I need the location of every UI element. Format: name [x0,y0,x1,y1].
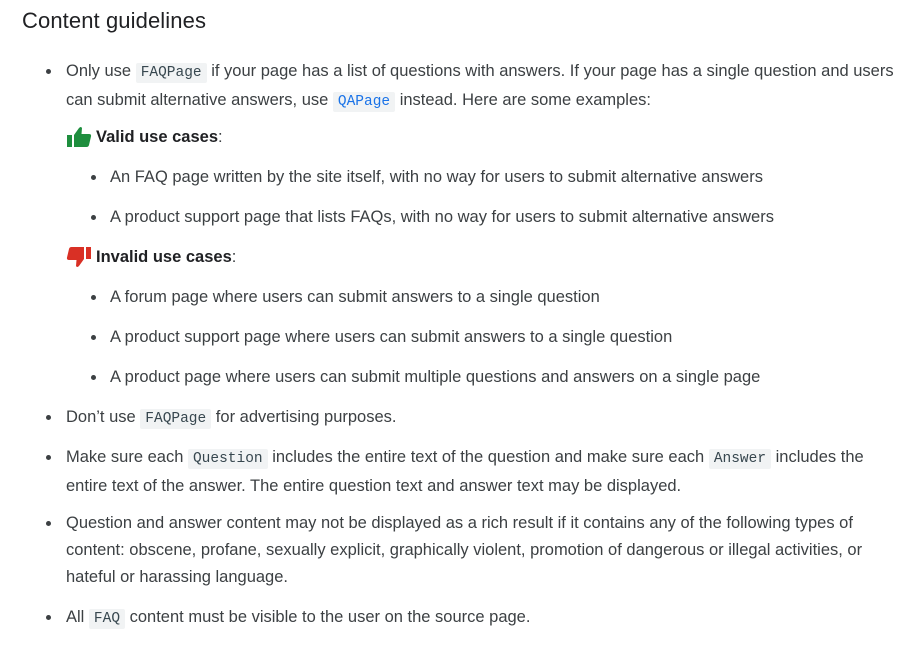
guideline-item-faqpage-usage [66,58,896,116]
guideline-item-entire-text [66,444,896,500]
thumbs-down-icon [66,246,92,268]
code-answer: Answer [709,449,771,469]
text: Only use [66,62,136,80]
code-faq: FAQ [89,609,125,629]
qapage-link[interactable]: QAPage [333,92,395,112]
invalid-use-case-item: A forum page where users can submit answers to a single question [110,284,890,311]
colon: : [231,248,237,266]
invalid-use-cases-heading [66,245,236,269]
colon: : [218,128,223,146]
code-question: Question [188,449,268,469]
code-faqpage: FAQPage [140,409,211,429]
section-title: Content guidelines [22,8,207,33]
valid-use-cases-label: Valid use cases [96,128,219,146]
invalid-use-case-item: A product page where users can submit multiple questions and answers on a single page [110,364,890,391]
invalid-use-case-item: A product support page where users can submit answers to a single question [110,324,890,351]
text: includes the entire text of the question and make sure each [267,448,709,466]
invalid-use-cases-label: Invalid use cases [96,248,232,266]
text: Make sure each [66,448,188,466]
guideline-item-visible-content [66,604,896,633]
thumbs-up-icon [66,126,92,148]
text: for advertising purposes. [211,408,397,426]
text: All [66,608,89,626]
text: Don’t use [66,408,141,426]
valid-use-cases-heading [66,125,223,149]
valid-use-case-item: A product support page that lists FAQs, with no way for users to submit alternative answers [110,204,890,231]
guideline-item-no-advertising [66,404,896,433]
valid-use-case-item: An FAQ page written by the site itself, with no way for users to submit alternative answers [110,164,890,191]
text: if your page has a list of questions with answers. If your page has a single question and users can submit alternative answers, use [66,62,894,109]
text: content must be visible to the user on the source page. [125,608,531,626]
guideline-item-content-restrictions: Question and answer content may not be displayed as a rich result if it contains any of the following types of content: obscene, profane, sexually explicit, graphically violent, promotion of dangerous or illegal activities, or hateful or harassing language. [66,510,896,591]
code-faqpage: FAQPage [136,63,207,83]
text: includes the entire text of the answer. The entire question text and answer text may be displayed. [66,448,864,495]
text: instead. Here are some examples: [395,91,651,109]
